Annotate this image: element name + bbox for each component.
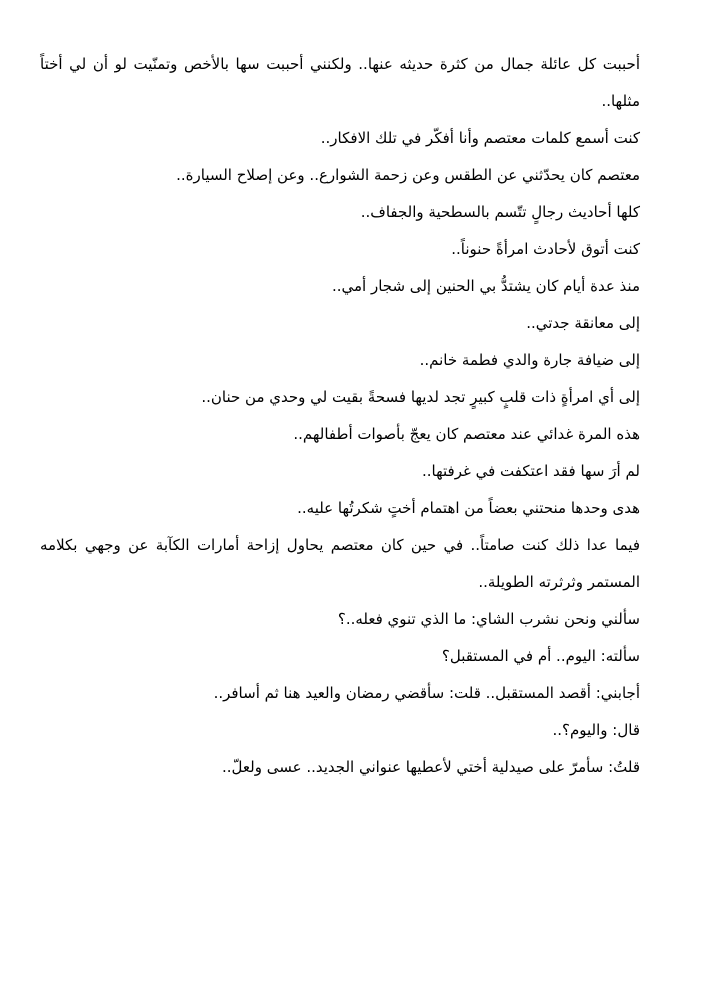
paragraph: أجابني: أقصد المستقبل.. قلت: سأقضي رمضان والعيد هنا ثم أسافر..	[213, 684, 640, 702]
paragraph: كلها أحاديث رجالٍ تتّسم بالسطحية والجفاف..	[360, 203, 640, 221]
paragraph: كنت أسمع كلمات معتصم وأنا أفكّر في تلك الافكار..	[320, 129, 640, 147]
paragraph: أحببت كل عائلة جمال من كثرة حديثه عنها.. ولكنني أحببت سها بالأخص وتمنّيت لو أن لي أختاً مثلها..	[40, 55, 640, 110]
paragraph: قلتُ: سأمرّ على صيدلية أختي لأعطيها عنواني الجديد.. عسى ولعلّ..	[222, 758, 640, 776]
paragraph: هدى وحدها منحتني بعضاً من اهتمام أختٍ شكرتُها عليه..	[297, 499, 640, 517]
paragraph: كنت أتوق لأحادث امرأةً حنوناً..	[451, 240, 640, 258]
body-text	[40, 46, 640, 786]
paragraph: لم أرَ سها فقد اعتكفت في غرفتها..	[421, 462, 640, 480]
paragraph: هذه المرة غدائي عند معتصم كان يعجّ بأصوات أطفالهم..	[293, 425, 640, 443]
paragraph: منذ عدة أيام كان يشتدُّ بي الحنين إلى شجار أمي..	[331, 277, 640, 295]
paragraph: قال: واليوم؟..	[552, 721, 640, 739]
paragraph: سألني ونحن نشرب الشاي: ما الذي تنوي فعله..؟	[337, 610, 640, 628]
paragraph: إلى معانقة جدتي..	[526, 314, 640, 332]
paragraph: معتصم كان يحدّثني عن الطقس وعن زحمة الشوارع.. وعن إصلاح السيارة..	[176, 166, 640, 184]
paragraph: إلى ضيافة جارة والدي فطمة خانم..	[419, 351, 640, 369]
paragraph: إلى أي امرأةٍ ذات قلبٍ كبيرٍ تجد لديها فسحةً بقيت لي وحدي من حنان..	[201, 388, 640, 406]
paragraph: سألته: اليوم.. أم في المستقبل؟	[441, 647, 640, 665]
paragraph: فيما عدا ذلك كنت صامتاً.. في حين كان معتصم يحاول إزاحة أمارات الكآبة عن وجهي بكلامه المستمر وثرثرته الطويلة..	[40, 536, 640, 591]
